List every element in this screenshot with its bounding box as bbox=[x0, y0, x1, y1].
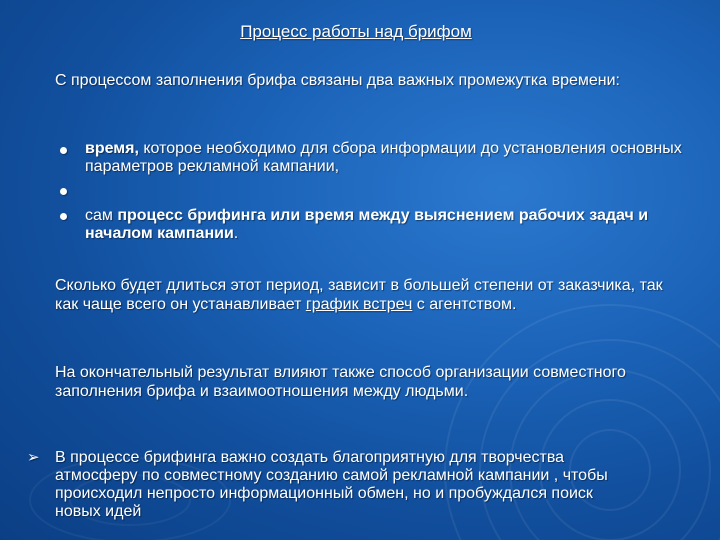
bullet-bold-text: процесс брифинга или время между выяснением рабочих задач и началом кампании bbox=[85, 207, 649, 242]
paragraph-text: Сколько будет длиться этот период, зависит в большей степени от заказчика, так как чаще всего он устанавливает bbox=[55, 277, 663, 313]
bullet-end-text: . bbox=[233, 225, 239, 242]
meeting-schedule-link[interactable]: график встреч bbox=[305, 296, 413, 313]
slide-title: Процесс работы над брифом bbox=[240, 22, 472, 41]
arrow-bullet-icon: ➢ bbox=[27, 449, 40, 466]
paragraph-text: с агентством. bbox=[412, 296, 517, 313]
bullet-item-briefing bbox=[85, 207, 685, 243]
bullet-item-time bbox=[85, 140, 685, 176]
result-paragraph: На окончательный результат влияют также способ организации совместного заполнения брифа и взаимоотношения между людьми. bbox=[55, 364, 626, 400]
bullet-dot-icon bbox=[60, 213, 67, 220]
bullet-text: которое необходимо для сбора информации до установления основных параметров рекламной кампании, bbox=[85, 140, 682, 175]
bullet-bold-text: время, bbox=[85, 140, 139, 157]
bullet-dot-icon bbox=[60, 188, 67, 195]
bullet-lead-text: сам bbox=[85, 207, 118, 224]
intro-paragraph: С процессом заполнения брифа связаны два важных промежутка времени: bbox=[55, 72, 620, 89]
duration-paragraph bbox=[55, 276, 685, 314]
bullet-dot-icon bbox=[60, 147, 67, 154]
briefing-atmosphere-paragraph: В процессе брифинга важно создать благоприятную для творчества атмосферу по совместному созданию самой рекламной кампании , чтобы происходил непросто информационный обмен, но и пробуждался поиск новых идей bbox=[55, 449, 608, 520]
